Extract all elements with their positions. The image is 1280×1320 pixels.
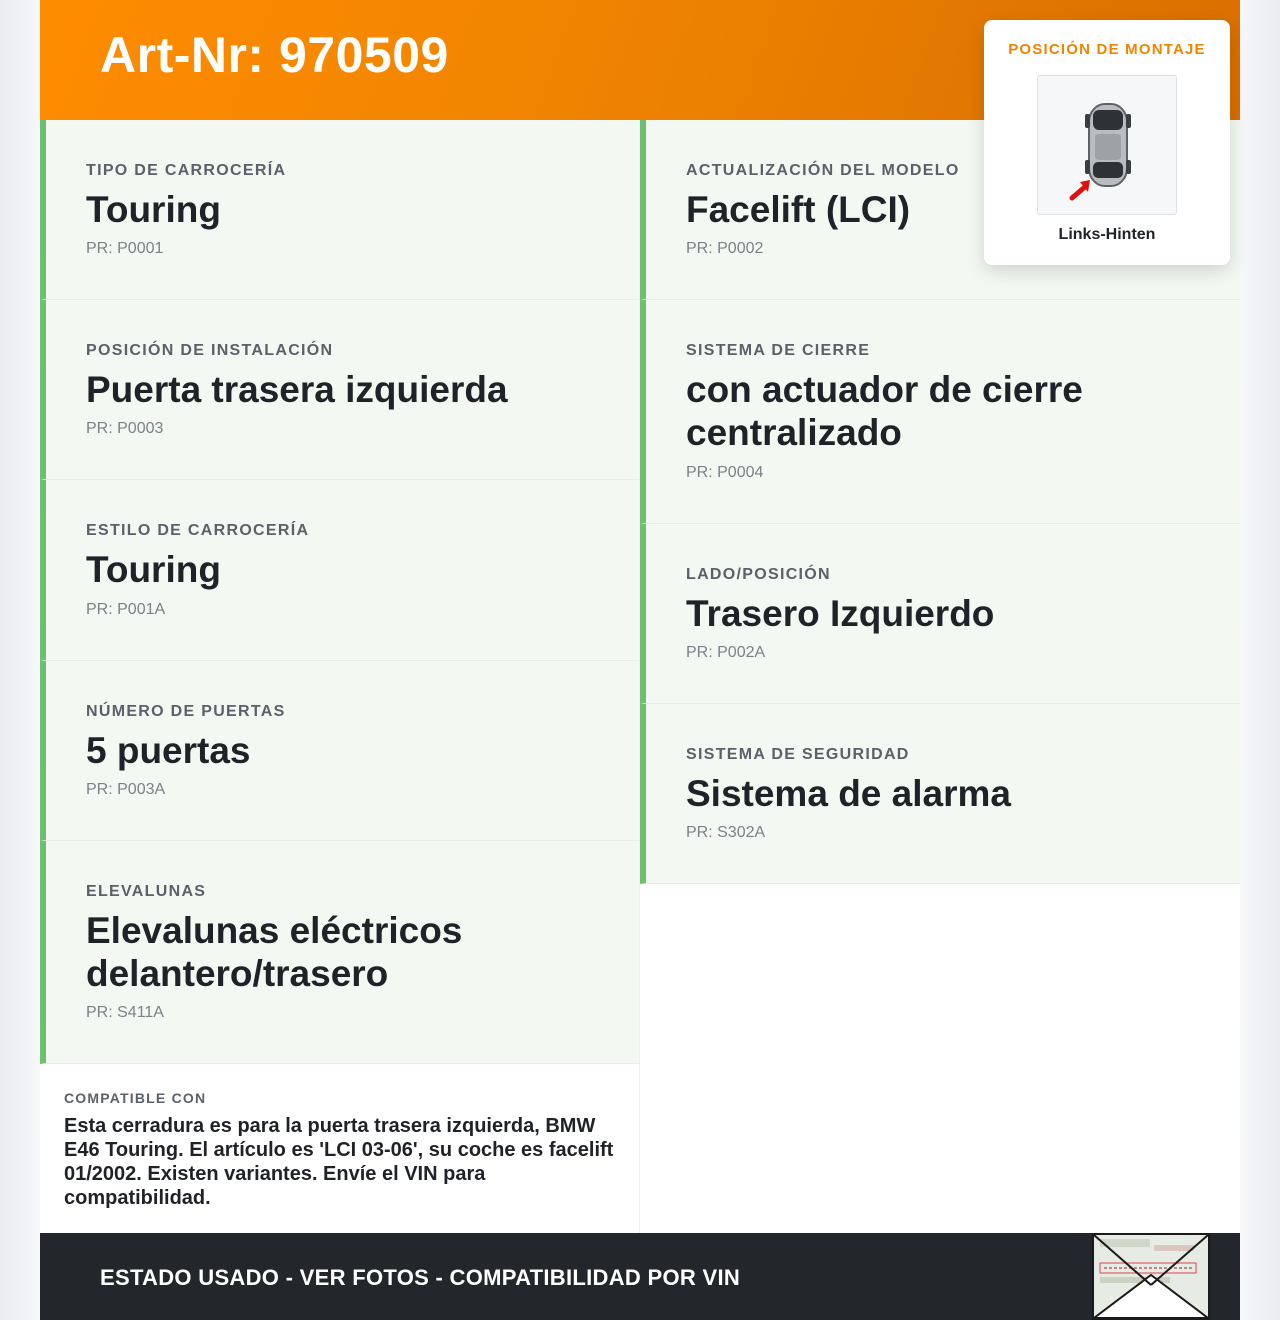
document-envelope-thumbnail-icon[interactable] (1092, 1233, 1210, 1320)
spec-value: Elevalunas eléctricos delantero/trasero (86, 910, 463, 994)
spec-value: 5 puertas (86, 730, 251, 771)
spec-cell-side-position (640, 524, 1240, 704)
spec-value: Facelift (LCI) (686, 189, 911, 230)
footer-bar (40, 1233, 1240, 1320)
spec-label: TIPO DE CARROCERÍA (86, 162, 287, 179)
spec-pr-code: PR: P001A (86, 601, 166, 618)
spec-cell-locking-system (640, 300, 1240, 524)
spec-cell-security-system (640, 704, 1240, 884)
mounting-position-card (984, 20, 1230, 265)
spec-cell-install-position (40, 300, 640, 480)
spec-value: con actuador de cierre centralizado (686, 369, 1083, 453)
spec-label: NÚMERO DE PUERTAS (86, 703, 286, 720)
spec-value: Touring (86, 189, 221, 230)
spec-label: ESTILO DE CARROCERÍA (86, 522, 310, 539)
spec-pr-code: PR: S302A (686, 824, 766, 841)
envelope-icon (1094, 1235, 1208, 1318)
spec-pr-code: PR: P002A (686, 644, 766, 661)
spec-value: Sistema de alarma (686, 773, 1011, 814)
car-diagram (1038, 76, 1176, 214)
spec-cell-door-count (40, 661, 640, 841)
compatibility-section (40, 1064, 640, 1234)
spec-label: SISTEMA DE CIERRE (686, 342, 871, 359)
rear-left-arrow-icon (1072, 180, 1090, 198)
spec-cell-body-style (40, 480, 640, 661)
car-top-view-icon (1037, 75, 1177, 215)
spec-value: Trasero Izquierdo (686, 593, 995, 634)
footer-status-text: ESTADO USADO - VER FOTOS - COMPATIBILIDAD POR VIN (100, 1265, 741, 1290)
spec-pr-code: PR: P0004 (686, 464, 764, 481)
spec-label: LADO/POSICIÓN (686, 566, 831, 583)
spec-label: SISTEMA DE SEGURIDAD (686, 746, 910, 763)
spec-value: Puerta trasera izquierda (86, 369, 508, 410)
spec-label: POSICIÓN DE INSTALACIÓN (86, 342, 334, 359)
mounting-position-title: POSICIÓN DE MONTAJE (1008, 41, 1206, 58)
spec-cell-body-type (40, 120, 640, 300)
article-number-title: Art-Nr: 970509 (100, 27, 449, 83)
compatibility-text: Esta cerradura es para la puerta trasera izquierda, BMW E46 Touring. El artículo es 'LCI 03-06', su coche es facelift 01/2002. Existen variantes. Envíe el VIN para compatibilidad. (64, 1115, 614, 1209)
spec-value: Touring (86, 549, 221, 590)
spec-pr-code: PR: P003A (86, 781, 166, 798)
spec-pr-code: PR: P0003 (86, 420, 164, 437)
spec-label: ELEVALUNAS (86, 883, 207, 900)
spec-cell-window-lifters (40, 841, 640, 1064)
compatibility-label: COMPATIBLE CON (64, 1090, 207, 1106)
spec-pr-code: PR: S411A (86, 1004, 164, 1021)
spec-pr-code: PR: P0002 (686, 240, 764, 257)
spec-pr-code: PR: P0001 (86, 240, 164, 257)
spec-label: ACTUALIZACIÓN DEL MODELO (686, 162, 960, 179)
mounting-position-caption: Links-Hinten (1058, 226, 1156, 243)
